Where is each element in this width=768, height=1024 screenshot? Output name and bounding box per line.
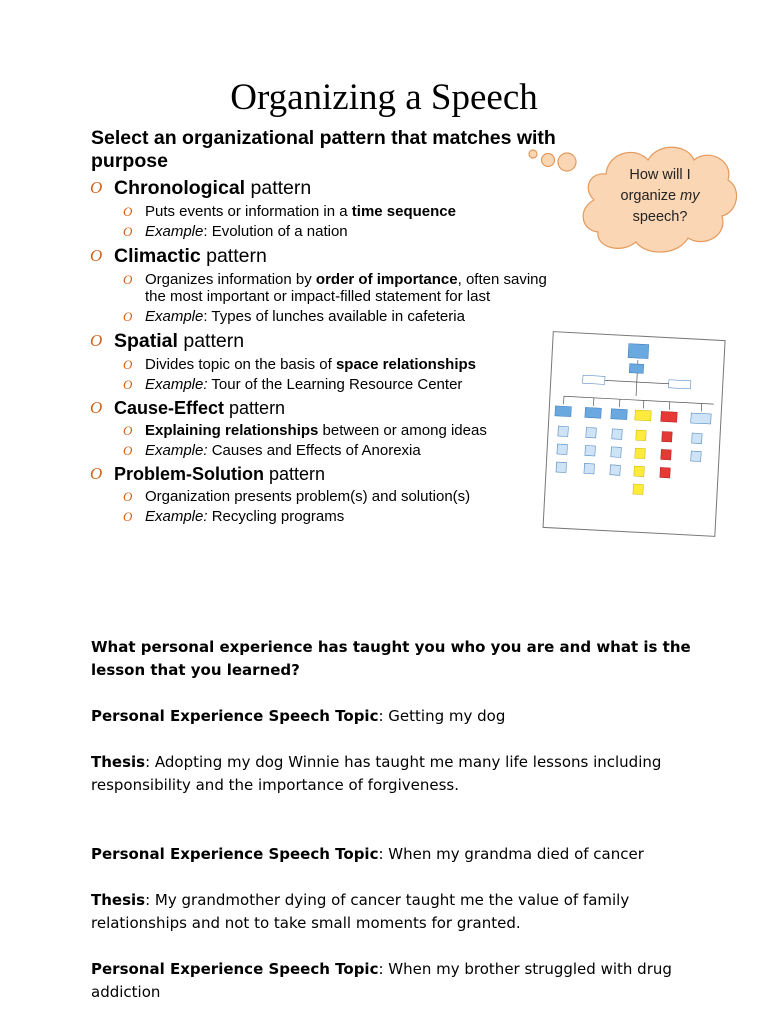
question-bold: What personal experience has taught you who you are and what is the lesson that you learned? xyxy=(91,638,691,679)
list-item xyxy=(121,203,550,220)
item-emphasis: order of importance xyxy=(315,271,458,288)
item-text: Puts events or information in a xyxy=(145,203,352,220)
item-text-end: between or among ideas xyxy=(318,422,487,439)
item-text: Organization presents problem(s) and solution(s) xyxy=(145,488,471,505)
bubble-line-3: speech? xyxy=(632,209,688,225)
thought-dot-large xyxy=(558,153,576,171)
entry-label: Thesis xyxy=(91,891,146,909)
entry-text: : Adopting my dog Winnie has taught me many life lessons including responsibility and the importance of forgiveness. xyxy=(91,753,662,794)
entry-text: : My grandmother dying of cancer taught me the value of family relationships and not to take small moments for granted. xyxy=(91,891,630,932)
list-item xyxy=(121,308,550,325)
pattern-name: Cause-Effect xyxy=(114,398,225,418)
example-label: Example xyxy=(145,223,204,240)
pattern-problem-solution xyxy=(90,463,550,485)
list-item xyxy=(121,271,550,305)
bullet-icon: O xyxy=(123,489,133,504)
example-label: Example: xyxy=(145,376,208,393)
thought-bubble-text xyxy=(608,165,712,228)
bullet-icon: O xyxy=(90,331,103,350)
bullet-icon: O xyxy=(123,204,133,219)
entry-text: : When my grandma died of cancer xyxy=(378,845,644,863)
item-emphasis: space relationships xyxy=(335,356,476,373)
entry-label: Thesis xyxy=(91,753,146,771)
bubble-line-1: How will I xyxy=(629,167,691,183)
pattern-suffix: pattern xyxy=(245,177,312,199)
thought-dot-small xyxy=(529,150,537,158)
entry-label: Personal Experience Speech Topic xyxy=(91,707,379,725)
list-item xyxy=(121,442,550,459)
pattern-suffix: pattern xyxy=(224,398,286,418)
bullet-icon: O xyxy=(123,224,133,239)
pattern-suffix: pattern xyxy=(264,464,326,484)
example-text: Causes and Effects of Anorexia xyxy=(207,442,421,459)
bubble-line-2-text: organize xyxy=(620,188,681,204)
pattern-spatial xyxy=(90,329,550,353)
bullet-icon: O xyxy=(123,309,133,324)
entry-label: Personal Experience Speech Topic xyxy=(91,960,379,978)
entry-topic-1 xyxy=(91,705,691,728)
org-chart-image xyxy=(540,330,728,540)
bullet-icon: O xyxy=(90,178,103,197)
example-label: Example: xyxy=(145,442,208,459)
entry-topic-2 xyxy=(91,843,691,866)
slide-subtitle: Select an organizational pattern that matches with purpose xyxy=(91,127,556,172)
item-text-end: , often saving the most important or impact-filled statement for last xyxy=(145,271,547,305)
list-item xyxy=(121,376,550,393)
entry-label: Personal Experience Speech Topic xyxy=(91,845,379,863)
pattern-list xyxy=(90,174,550,529)
bullet-icon: O xyxy=(123,509,133,524)
entry-thesis-2 xyxy=(91,889,691,935)
bubble-line-2 xyxy=(608,186,712,207)
bullet-icon: O xyxy=(123,423,133,438)
entry-text: : Getting my dog xyxy=(378,707,506,725)
item-text: Divides topic on the basis of xyxy=(145,356,336,373)
bullet-icon: O xyxy=(123,272,133,287)
item-emphasis: time sequence xyxy=(351,203,456,220)
page-title: Organizing a Speech xyxy=(230,77,538,118)
pattern-cause-effect xyxy=(90,397,550,419)
pattern-chronological xyxy=(90,176,550,200)
pattern-name: Climactic xyxy=(114,245,201,267)
pattern-name: Chronological xyxy=(114,177,246,199)
question-text xyxy=(91,636,691,682)
entry-thesis-1 xyxy=(91,751,691,797)
bullet-icon: O xyxy=(123,357,133,372)
list-item xyxy=(121,488,550,505)
item-text: Organizes information by xyxy=(145,271,316,288)
pattern-climactic xyxy=(90,244,550,268)
example-text: Tour of the Learning Resource Center xyxy=(207,376,463,393)
example-label: Example xyxy=(145,308,204,325)
list-item xyxy=(121,422,550,439)
bullet-icon: O xyxy=(90,398,103,417)
list-item xyxy=(121,223,550,240)
entry-topic-3 xyxy=(91,958,691,1004)
bubble-line-2-emphasis: my xyxy=(680,188,700,204)
pattern-name: Problem-Solution xyxy=(114,464,264,484)
bullet-icon: O xyxy=(90,464,103,483)
example-text: Recycling programs xyxy=(207,508,345,525)
bullet-icon: O xyxy=(123,443,133,458)
pattern-suffix: pattern xyxy=(200,245,267,267)
bullet-icon: O xyxy=(123,377,133,392)
pattern-suffix: pattern xyxy=(177,330,245,352)
pattern-name: Spatial xyxy=(114,330,178,352)
entry-text: : When my brother struggled with drug addiction xyxy=(91,960,672,1001)
example-text: : Evolution of a nation xyxy=(203,223,348,240)
thought-dot-medium xyxy=(542,154,555,167)
example-label: Example: xyxy=(145,508,208,525)
list-item xyxy=(121,356,550,373)
example-text: : Types of lunches available in cafeteria xyxy=(203,308,465,325)
list-item xyxy=(121,508,550,525)
bullet-icon: O xyxy=(90,246,103,265)
item-emphasis: Explaining relationships xyxy=(145,422,319,439)
